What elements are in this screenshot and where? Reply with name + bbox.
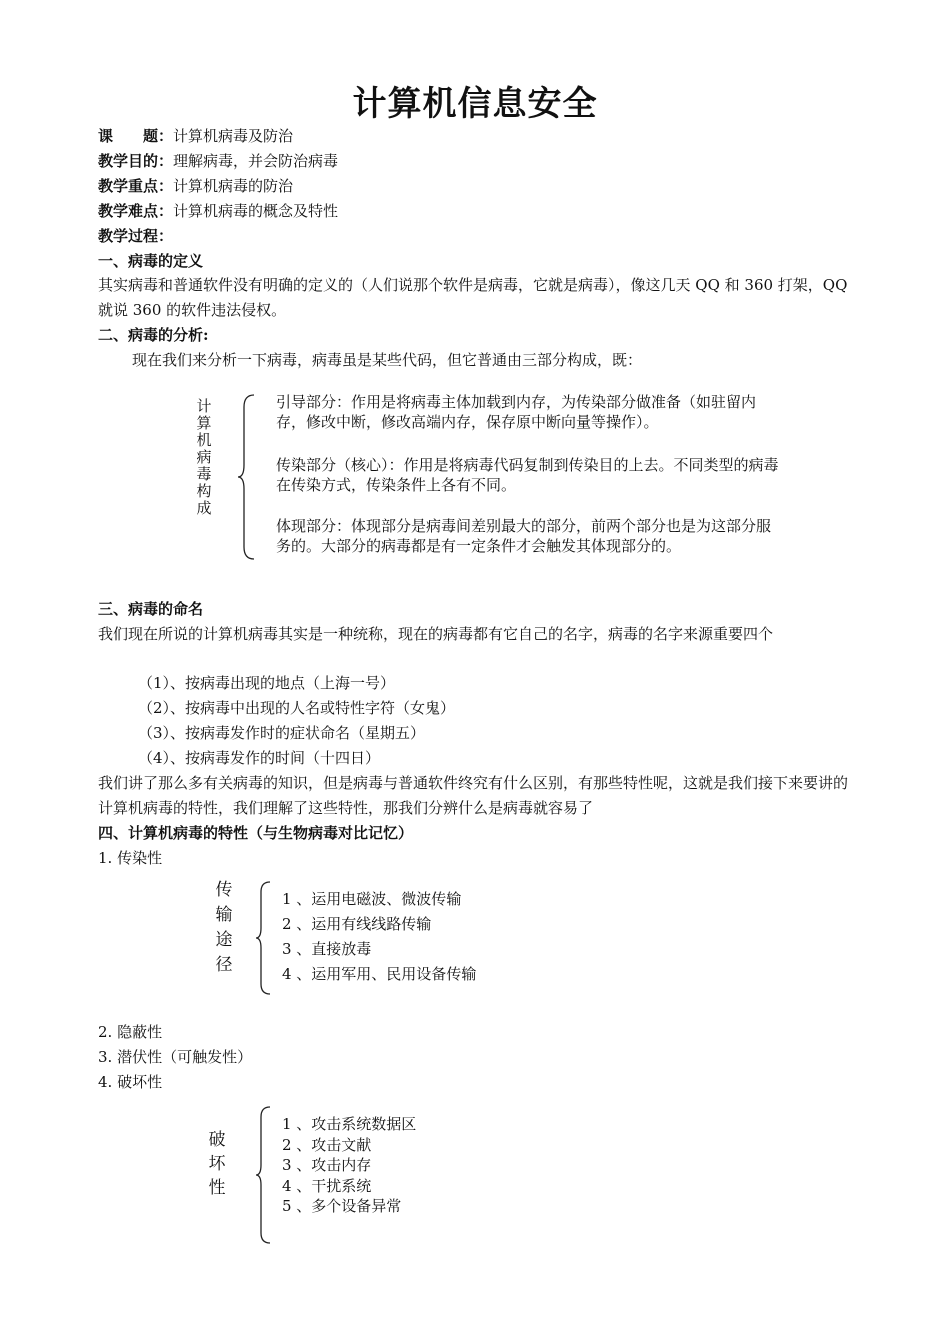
list-item: （2）、按病毒中出现的人名或特性字符（女鬼） bbox=[138, 699, 456, 717]
trait-destructiveness: 4. 破坏性 bbox=[98, 1073, 163, 1091]
damage-label bbox=[207, 1128, 227, 1200]
damage-label-char: 性 bbox=[208, 1178, 226, 1198]
composition-label-char: 算 bbox=[196, 414, 212, 432]
list-item: 3 、直接放毒 bbox=[282, 940, 372, 958]
damage-label-char: 破 bbox=[208, 1130, 226, 1150]
key-line bbox=[98, 175, 293, 197]
page-title: 计算机信息安全 bbox=[352, 84, 598, 124]
list-item: 1 、运用电磁波、微波传输 bbox=[282, 890, 462, 908]
section3-text: 我们现在所说的计算机病毒其实是一种统称，现在的病毒都有它自己的名字，病毒的名字来源重要四个 bbox=[98, 625, 774, 643]
topic-label: 课 题： bbox=[98, 127, 174, 145]
trait-concealment: 2. 隐蔽性 bbox=[98, 1023, 163, 1041]
list-item: 2 、运用有线线路传输 bbox=[282, 915, 432, 933]
key-value: 计算机病毒的防治 bbox=[173, 177, 294, 195]
damage-brace bbox=[254, 1105, 276, 1247]
list-item: 4 、运用军用、民用设备传输 bbox=[282, 965, 477, 983]
spread-label-char: 径 bbox=[215, 955, 233, 975]
list-item: （1）、按病毒出现的地点（上海一号） bbox=[138, 674, 396, 692]
list-item: （3）、按病毒发作时的症状命名（星期五） bbox=[138, 724, 426, 742]
list-item: 5 、多个设备异常 bbox=[282, 1197, 402, 1215]
goal-line bbox=[98, 150, 338, 172]
difficulty-value: 计算机病毒的概念及特性 bbox=[173, 202, 339, 220]
spread-list bbox=[282, 887, 476, 987]
composition-label-char: 计 bbox=[196, 397, 212, 415]
difficulty-line bbox=[98, 200, 338, 222]
section1-heading: 一、病毒的定义 bbox=[98, 252, 204, 270]
list-item: 4 、干扰系统 bbox=[282, 1176, 372, 1195]
composition-label-char: 毒 bbox=[196, 465, 212, 483]
spread-label-char: 输 bbox=[215, 905, 233, 925]
spread-label-char: 途 bbox=[215, 930, 233, 950]
trait-latency: 3. 潜伏性（可触发性） bbox=[98, 1048, 253, 1066]
composition-label-char: 病 bbox=[196, 448, 212, 466]
goal-value: 理解病毒，并会防治病毒 bbox=[173, 152, 339, 170]
part-guide: 引导部分：作用是将病毒主体加载到内存，为传染部分做准备（如驻留内存，修改中断，修改高端内存，保存原中断向量等操作）。 bbox=[276, 393, 757, 431]
section4-heading: 四、计算机病毒的特性（与生物病毒对比记忆） bbox=[98, 824, 414, 842]
difficulty-label: 教学难点： bbox=[98, 202, 174, 220]
list-item: 2 、攻击文献 bbox=[282, 1135, 372, 1154]
section3-heading: 三、病毒的命名 bbox=[98, 600, 204, 618]
goal-label: 教学目的： bbox=[98, 152, 174, 170]
section1-text: 其实病毒和普通软件没有明确的定义的（人们说那个软件是病毒，它就是病毒），像这几天 QQ 和 360 打架，QQ 就说 360 的软件违法侵权。 bbox=[98, 276, 848, 319]
list-item: 3 、攻击内存 bbox=[282, 1156, 372, 1174]
key-label: 教学重点： bbox=[98, 177, 174, 195]
part-effect: 体现部分：体现部分是病毒间差别最大的部分，前两个部分也是为这部分服务的。大部分的病毒都是有一定条件才会触发其体现部分的。 bbox=[276, 517, 772, 555]
composition-label-char: 构 bbox=[196, 482, 212, 500]
composition-label bbox=[194, 398, 214, 517]
list-item: 1 、攻击系统数据区 bbox=[282, 1115, 417, 1133]
part-infect: 传染部分（核心）：作用是将病毒代码复制到传染目的上去。不同类型的病毒在传染方式，传染条件上各有不同。 bbox=[276, 456, 779, 494]
spread-label bbox=[214, 878, 234, 978]
topic-value: 计算机病毒及防治 bbox=[173, 127, 294, 145]
trait-infectivity: 1. 传染性 bbox=[98, 849, 163, 867]
section2-intro: 现在我们来分析一下病毒，病毒虽是某些代码，但它普通由三部分构成，既： bbox=[132, 351, 643, 369]
naming-list bbox=[138, 671, 455, 771]
spread-brace bbox=[254, 880, 276, 998]
topic-line bbox=[98, 125, 293, 147]
list-item: （4）、按病毒发作的时间（十四日） bbox=[138, 749, 381, 767]
composition-label-char: 机 bbox=[196, 431, 212, 449]
process-label: 教学过程： bbox=[98, 227, 174, 245]
damage-list bbox=[282, 1114, 416, 1217]
section3-outro: 我们讲了那么多有关病毒的知识，但是病毒与普通软件终究有什么区别，有那些特性呢，这就是我们接下来要讲的计算机病毒的特性，我们理解了这些特性，那我们分辨什么是病毒就容易了 bbox=[98, 774, 849, 817]
composition-label-char: 成 bbox=[196, 499, 212, 517]
section2-heading: 二、病毒的分析: bbox=[98, 326, 209, 344]
composition-brace bbox=[236, 393, 260, 561]
spread-label-char: 传 bbox=[215, 880, 233, 900]
damage-label-char: 坏 bbox=[208, 1154, 226, 1174]
